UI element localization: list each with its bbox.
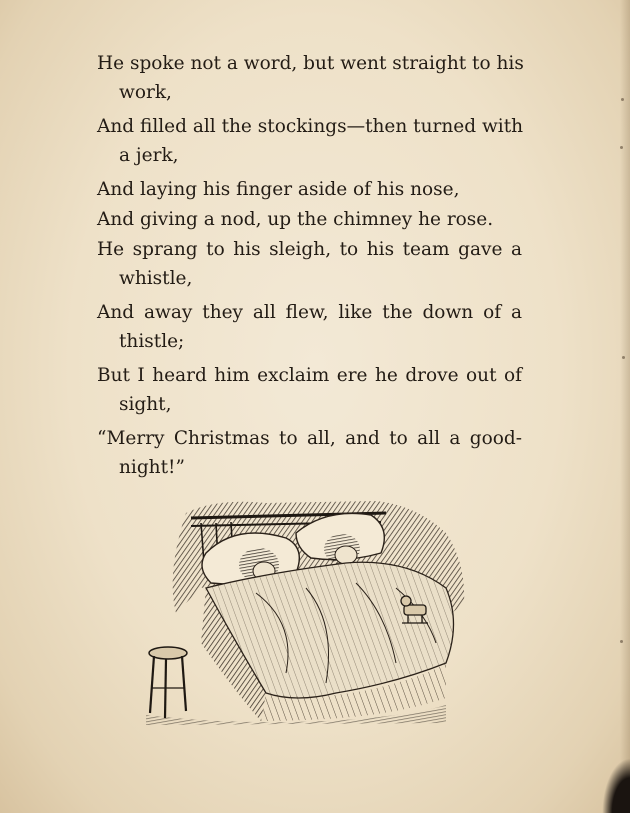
poem-line-5: He sprang to his sleigh, to his team gave a (97, 239, 522, 260)
poem-line-8: “Merry Christmas to all, and to all a good- (97, 428, 522, 449)
poem-line-7-continuation: sight, (119, 394, 172, 415)
poem-stanza (97, 48, 527, 486)
poem-line-2-continuation: a jerk, (119, 145, 179, 166)
poem-line-5-continuation: whistle, (119, 268, 193, 289)
poem-line-3: And laying his finger aside of his nose, (97, 179, 460, 200)
sleeping-children-illustration (146, 493, 474, 725)
poem-line-1-continuation: work, (119, 82, 172, 103)
poem-line-4: And giving a nod, up the chimney he rose. (97, 209, 494, 230)
poem-line-8-continuation: night!” (119, 457, 185, 478)
poem-line-6-continuation: thistle; (119, 331, 185, 352)
poem-line-7: But I heard him exclaim ere he drove out of (97, 365, 522, 386)
poem-line-6: And away they all flew, like the down of a (97, 302, 522, 323)
page-edge-shadow (620, 0, 630, 813)
poem-line-1: He spoke not a word, but went straight to his (97, 53, 524, 74)
poem-line-2: And filled all the stockings—then turned with (97, 116, 524, 137)
page-corner-shadow (602, 758, 630, 813)
